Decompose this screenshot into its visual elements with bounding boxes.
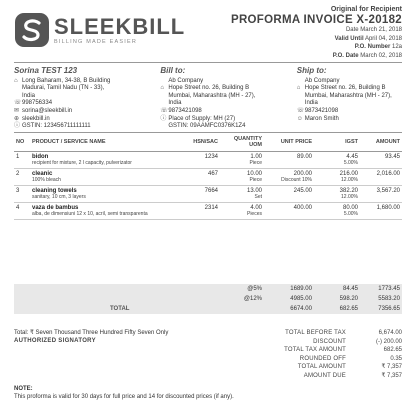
bill-to-block: Bill to: Ab Company ⌂ Hope Street no. 26, Building B Mumbai, Maharashtra (MH - 27), India ☏ 9873421098 ⓘ Place of Supply: MH (27) GSTIN: 09AAMFC0376K1Z4 bbox=[160, 67, 296, 131]
po-number: P.O. Number 12a bbox=[354, 44, 402, 51]
totals-summary bbox=[260, 329, 402, 381]
tax-rate-row: @12% 4985.00 598.20 5583.20 bbox=[14, 294, 402, 304]
summary-line: TOTAL BEFORE TAX 6,674.00 bbox=[285, 330, 402, 336]
brand-name: SLEEKBILL bbox=[54, 13, 186, 39]
table-row: 3 cleaning towels sanitary, 10 cm, 3 layers 7664 13.00 Set 245.00 382.20 12.00% 3,567.20 bbox=[14, 186, 402, 203]
item-name: vaza de bambus bbox=[32, 205, 79, 211]
note-label: NOTE: bbox=[14, 386, 33, 392]
table-spacer bbox=[14, 220, 402, 284]
table-row: 1 bidon recipient for mixture, 2 l capacity, pulverizator 1234 1.00 Piece 89.00 4.45 5.00% 93.45 bbox=[14, 152, 402, 169]
valid-until: Valid Until April 04, 2018 bbox=[334, 35, 402, 42]
info-icon: ⓘ bbox=[160, 115, 167, 122]
amount-in-words: Total: ₹ Seven Thousand Three Hundred Fifty Seven Only bbox=[14, 330, 169, 336]
location-icon: ⌂ bbox=[160, 85, 165, 92]
location-icon: ⌂ bbox=[14, 77, 18, 84]
ship-to-block: Ship to: Ab Company ⌂ Hope Street no. 26, Building B Mumbai, Maharashtra (MH - 27), India ☏ 9873421098 ☺ Maron Smith bbox=[297, 67, 402, 131]
table-header-row: NO PRODUCT / SERVICE NAME HSN/SAC QUANTITY UOM UNIT PRICE IGST AMOUNT bbox=[14, 133, 402, 152]
sleekbill-logo-icon bbox=[14, 12, 50, 48]
seller-block: Sorina TEST 123 ⌂ Long Baharam, 34-38, B Building Madurai, Tamil Nadu (TN - 33), India ☏ 998756334 ✉ sorina@sleekbill.in ⊕ sleekbill.in ⓘ GSTIN: 123456711111111 bbox=[14, 67, 150, 131]
seller-website: sleekbill.in bbox=[22, 115, 50, 122]
bill-to-name: Ab Company bbox=[168, 77, 204, 84]
seller-email: sorina@sleekbill.in bbox=[22, 107, 73, 114]
seller-gstin: GSTIN: 123456711111111 bbox=[22, 123, 91, 130]
brand-tagline: BILLING MADE EASIER bbox=[54, 38, 138, 45]
note bbox=[14, 385, 234, 401]
summary-line: TOTAL TAX AMOUNT 682.65 bbox=[284, 347, 402, 354]
email-icon: ✉ bbox=[14, 107, 20, 114]
item-description: recipient for mixture, 2 l capacity, pulverizator bbox=[32, 160, 132, 166]
brand-logo bbox=[14, 12, 185, 48]
item-description: sanitary, 10 cm, 3 layers bbox=[32, 194, 86, 200]
info-icon: ⓘ bbox=[14, 123, 21, 130]
item-name: cleaning towels bbox=[32, 188, 77, 194]
phone-icon: ☏ bbox=[14, 100, 22, 107]
invoice-date: Date March 21, 2018 bbox=[345, 27, 402, 33]
item-description: 100% bleach bbox=[32, 177, 61, 183]
ship-to-name: Ab Company bbox=[304, 77, 340, 84]
tax-rate-row: @5% 1689.00 84.45 1773.45 bbox=[14, 284, 402, 294]
po-date: P.O. Date March 02, 2018 bbox=[332, 52, 402, 59]
item-name: bidon bbox=[32, 154, 49, 160]
item-name: cleanic bbox=[32, 171, 53, 177]
table-row: 2 cleanic 100% bleach 467 10.00 Piece 200.00 Discount 10% 216.00 12.00% 2,016.00 bbox=[14, 169, 402, 186]
phone-icon: ☏ bbox=[160, 107, 168, 114]
invoice-title: PROFORMA INVOICE X-20182 bbox=[230, 14, 402, 26]
summary-line: ROUNDED OFF 0.35 bbox=[299, 355, 402, 362]
copy-label: Original for Recipient bbox=[330, 6, 402, 13]
header-divider bbox=[14, 62, 402, 63]
summary-line: AMOUNT DUE ₹ 7,357 bbox=[303, 372, 402, 379]
summary-line: DISCOUNT (-) 200.00 bbox=[313, 338, 402, 345]
summary-line: TOTAL AMOUNT ₹ 7,357 bbox=[297, 364, 402, 371]
item-description: alba, de dimensiuni 12 x 10, acril, semi transparenta bbox=[32, 211, 148, 217]
web-icon: ⊕ bbox=[14, 115, 20, 122]
items-table bbox=[14, 132, 402, 314]
location-icon: ⌂ bbox=[296, 85, 301, 92]
note-text: This proforma is valid for 30 days for full price and 14 for discounted prices (if any). bbox=[14, 394, 234, 400]
user-icon: ☺ bbox=[296, 115, 303, 122]
parties-section bbox=[14, 67, 402, 131]
phone-icon: ☏ bbox=[296, 107, 305, 114]
bill-to-heading: Bill to: bbox=[160, 66, 186, 75]
ship-to-heading: Ship to: bbox=[296, 66, 327, 75]
invoice-header bbox=[231, 6, 402, 60]
seller-name: Sorina TEST 123 bbox=[14, 66, 78, 75]
authorized-signatory: AUTHORIZED SIGNATORY bbox=[14, 338, 96, 344]
seller-phone: 998756334 bbox=[22, 100, 53, 107]
table-total-row: TOTAL 6674.00 682.65 7356.65 bbox=[14, 304, 402, 314]
table-row: 4 vaza de bambus alba, de dimensiuni 12 x 10, acril, semi transparenta 2314 4.00 Pieces 400.00 80.00 5.00% 1,680.00 bbox=[14, 203, 402, 220]
